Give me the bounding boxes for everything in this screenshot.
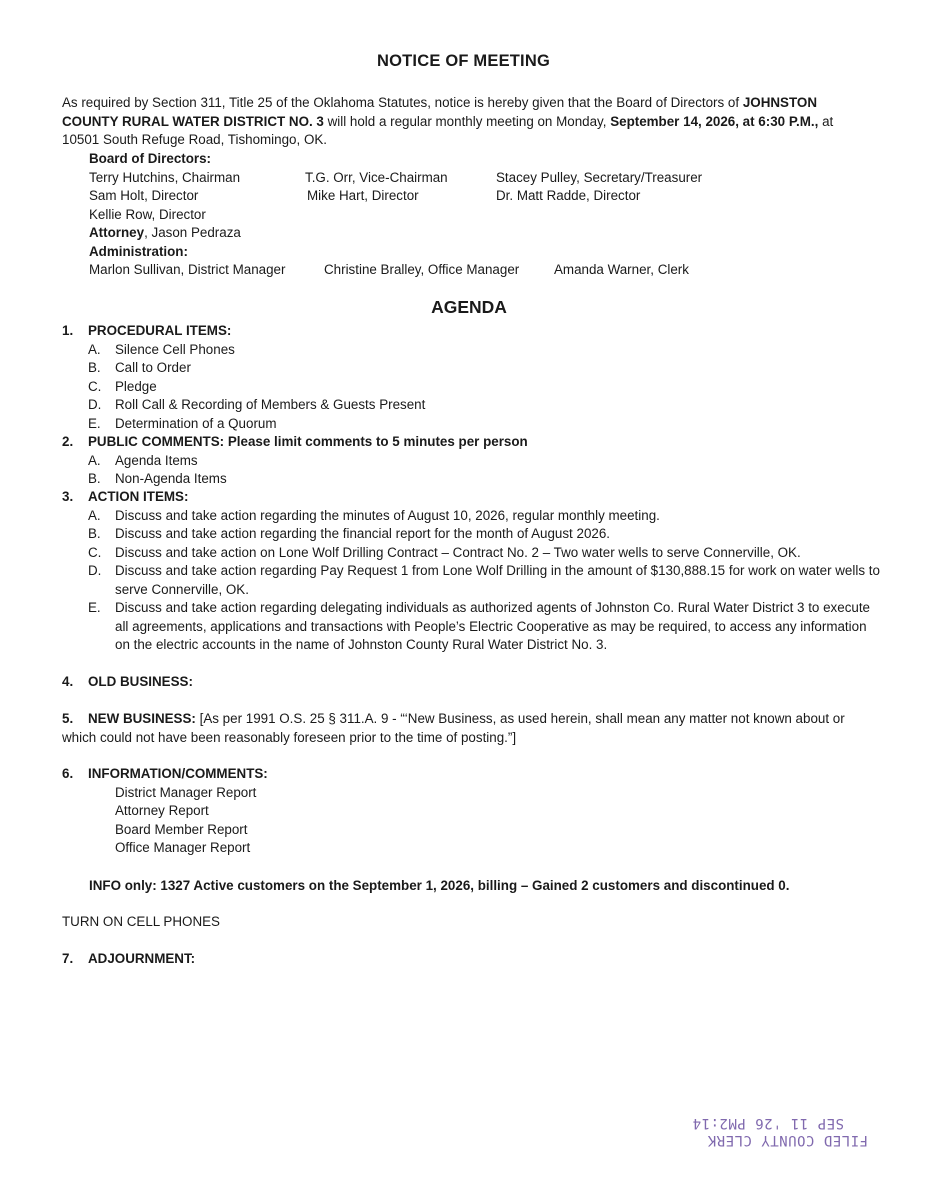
item-text: Discuss and take action regarding the minutes of August 10, 2026, regular monthly meeting.	[115, 507, 660, 523]
attorney-line	[89, 224, 849, 243]
agenda-section-action-items	[62, 488, 882, 655]
item-text: Call to Order	[115, 360, 191, 375]
agenda-item	[62, 562, 885, 599]
item-text: Discuss and take action regarding the financial report for the month of August 2026.	[115, 526, 611, 541]
item-text: Non-Agenda Items	[115, 471, 227, 486]
item-text: Discuss and take action regarding delegating individuals as authorized agents of Johnston Co. Rural Water District 3 to execute all agreements, applications and transactions with People’s Electric Cooperative as may be required, to access any information on the electric accounts in the name of Johnston County Rural Water District No. 3.	[115, 600, 871, 652]
board-heading: Board of Directors:	[89, 151, 212, 166]
section-title: INFORMATION/COMMENTS:	[88, 766, 268, 781]
item-letter: E.	[88, 415, 101, 431]
item-letter: A.	[88, 452, 101, 468]
report-item: Office Manager Report	[115, 840, 251, 855]
report-item: Attorney Report	[115, 803, 209, 818]
admin-member: Amanda Warner, Clerk	[554, 262, 689, 277]
board-member: Stacey Pulley, Secretary/Treasurer	[496, 169, 703, 185]
board-member: Sam Holt, Director	[89, 188, 199, 203]
section-number: 6.	[62, 766, 74, 781]
agenda-section-new-business	[62, 710, 877, 747]
filed-stamp	[668, 1108, 868, 1148]
turn-on-cell-phones: TURN ON CELL PHONES	[62, 914, 220, 929]
board-member: Mike Hart, Director	[307, 188, 419, 203]
agenda-item	[62, 396, 882, 415]
item-text: Agenda Items	[115, 452, 198, 468]
board-row	[89, 187, 849, 206]
section-number: 5.	[62, 711, 74, 726]
section-text: [As per 1991 O.S. 25 § 311.A. 9 - “‘New Business, as used herein, shall mean any matter not known about or which could not have been reasonably foreseen prior to the time of posting.”]	[62, 711, 845, 745]
section-title: PROCEDURAL ITEMS:	[88, 323, 232, 338]
item-letter: E.	[88, 600, 101, 615]
section-title: PUBLIC COMMENTS: Please limit comments to 5 minutes per person	[88, 434, 528, 449]
item-letter: D.	[88, 563, 102, 578]
agenda-item	[62, 507, 885, 526]
agenda-section-adjournment	[62, 950, 882, 969]
board-member: T.G. Orr, Vice-Chairman	[305, 169, 448, 185]
agenda-section-public-comments	[62, 433, 882, 489]
section-number: 1.	[62, 323, 74, 338]
board-member: Kellie Row, Director	[89, 206, 206, 222]
item-letter: D.	[88, 397, 102, 412]
item-letter: A.	[88, 507, 101, 523]
item-letter: C.	[88, 544, 102, 560]
item-text: Roll Call & Recording of Members & Guests Present	[115, 397, 426, 412]
admin-member: Marlon Sullivan, District Manager	[89, 262, 286, 277]
agenda-item	[62, 415, 882, 434]
agenda-item	[62, 599, 885, 655]
section-number: 3.	[62, 489, 74, 504]
section-number: 4.	[62, 674, 74, 689]
item-letter: C.	[88, 378, 102, 394]
agenda-item	[62, 341, 882, 360]
agenda-item	[62, 452, 882, 471]
item-letter: B.	[88, 526, 101, 541]
agenda-item	[62, 470, 882, 489]
agenda-section-procedural	[62, 322, 882, 433]
district-name: JOHNSTON COUNTY RURAL WATER DISTRICT NO. 3	[62, 95, 817, 129]
agenda-item	[62, 378, 882, 397]
stamp-line-2: SEP 11 '26 PM2:14	[692, 1115, 844, 1131]
board-member: Dr. Matt Radde, Director	[496, 188, 641, 203]
administration-row	[89, 261, 849, 280]
item-text: Silence Cell Phones	[115, 341, 235, 357]
item-text: Pledge	[115, 378, 157, 394]
report-item: District Manager Report	[115, 784, 257, 800]
section-title: ACTION ITEMS:	[88, 489, 189, 504]
agenda-item	[62, 544, 885, 563]
item-letter: A.	[88, 341, 101, 357]
board-row	[89, 169, 849, 188]
intro-paragraph	[62, 94, 872, 150]
section-title: NEW BUSINESS:	[88, 711, 196, 726]
board-row	[89, 206, 849, 225]
info-only-line: INFO only: 1327 Active customers on the September 1, 2026, billing – Gained 2 customers and discontinued 0.	[89, 878, 790, 893]
intro-text-1: As required by Section 311, Title 25 of the Oklahoma Statutes, notice is hereby given that the Board of Directors of	[62, 95, 743, 110]
board-of-directors	[89, 150, 849, 280]
item-letter: B.	[88, 471, 101, 486]
admin-member: Christine Bralley, Office Manager	[324, 262, 520, 277]
attorney-name: , Jason Pedraza	[144, 225, 241, 240]
item-letter: B.	[88, 360, 101, 375]
agenda-section-information	[62, 765, 882, 858]
notice-title: NOTICE OF MEETING	[377, 52, 550, 70]
board-member: Terry Hutchins, Chairman	[89, 169, 241, 185]
administration-heading: Administration:	[89, 243, 188, 259]
intro-text-3: at 10501 South Refuge Road, Tishomingo, OK.	[62, 113, 834, 147]
item-text: Discuss and take action on Lone Wolf Drilling Contract – Contract No. 2 – Two water wells to serve Connerville, OK.	[115, 544, 801, 560]
agenda-item	[62, 359, 882, 378]
section-number: 7.	[62, 951, 74, 966]
agenda-section-old-business	[62, 673, 882, 692]
section-title: ADJOURNMENT:	[88, 951, 196, 966]
agenda-title: AGENDA	[431, 297, 507, 317]
section-title: OLD BUSINESS:	[88, 674, 193, 689]
agenda-item	[62, 525, 885, 544]
meeting-date-time: September 14, 2026, at 6:30 P.M.,	[610, 113, 819, 129]
item-text: Determination of a Quorum	[115, 415, 277, 431]
report-item: Board Member Report	[115, 821, 248, 837]
item-text: Discuss and take action regarding Pay Request 1 from Lone Wolf Drilling in the amount of $130,888.15 for work on water wells to serve Connerville, OK.	[115, 563, 880, 597]
intro-text-2: will hold a regular monthly meeting on Monday,	[323, 113, 611, 129]
stamp-line-1: FILED COUNTY CLERK	[707, 1132, 868, 1148]
section-number: 2.	[62, 434, 74, 449]
attorney-label: Attorney	[89, 225, 145, 240]
